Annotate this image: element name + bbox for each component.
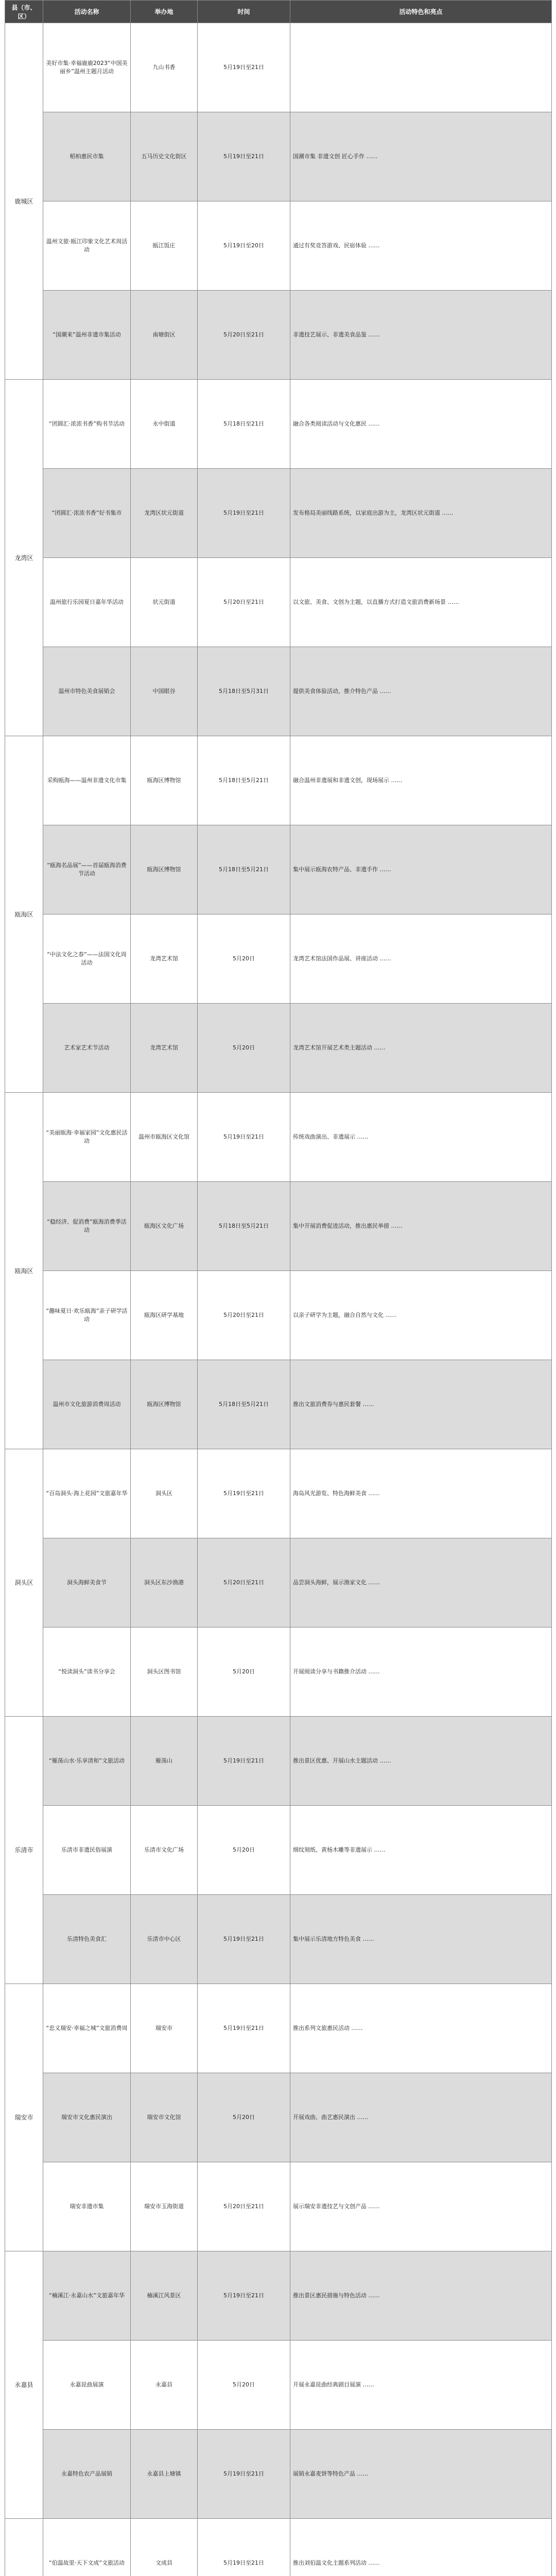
activity-name-cell: 温州市特色美食展销会 bbox=[43, 647, 131, 736]
activity-name-cell: “中法文化之春”——法国文化周活动 bbox=[43, 914, 131, 1004]
activity-name-cell: “雁荡山水·乐享清和”文旅活动 bbox=[43, 1717, 131, 1806]
time-cell: 5月20日至21日 bbox=[198, 291, 290, 380]
table-row bbox=[5, 2251, 552, 2341]
time-cell: 5月19日至21日 bbox=[198, 112, 290, 201]
time-cell: 5月18日至5月21日 bbox=[198, 1182, 290, 1271]
highlights-cell: 融合各类阅读活动与文化惠民 …… bbox=[290, 380, 552, 469]
venue-cell: 瓯海区博物馆 bbox=[131, 736, 198, 825]
table-row bbox=[5, 1984, 552, 2073]
header-highlights: 活动特色和亮点 bbox=[290, 1, 552, 23]
highlights-cell: 非遗技艺展示、非遗美食品鉴 …… bbox=[290, 291, 552, 380]
time-cell: 5月19日至21日 bbox=[198, 1717, 290, 1806]
time-cell: 5月18日至5月21日 bbox=[198, 736, 290, 825]
time-cell: 5月20日至21日 bbox=[198, 558, 290, 647]
venue-cell: 永中街道 bbox=[131, 380, 198, 469]
county-cell: 龙湾区 bbox=[5, 380, 43, 736]
time-cell: 5月20日 bbox=[198, 2073, 290, 2162]
highlights-cell: 开展阅读分享与书籍推介活动 …… bbox=[290, 1628, 552, 1717]
venue-cell: 瓯江饭庄 bbox=[131, 201, 198, 291]
time-cell: 5月19日至20日 bbox=[198, 201, 290, 291]
time-cell: 5月19日至21日 bbox=[198, 23, 290, 112]
activity-name-cell: “美丽瓯海·幸福家园”文化惠民活动 bbox=[43, 1093, 131, 1182]
venue-cell: 温州市瓯海区文化馆 bbox=[131, 1093, 198, 1182]
county-cell: 瓯海区 bbox=[5, 1093, 43, 1449]
venue-cell: 乐清市中心区 bbox=[131, 1895, 198, 1984]
activity-name-cell: 采购瓯海——温州非遗文化市集 bbox=[43, 736, 131, 825]
time-cell: 5月20日 bbox=[198, 2341, 290, 2430]
activity-name-cell: 乐清市非遗民俗展演 bbox=[43, 1806, 131, 1895]
header-county: 县（市、区） bbox=[5, 1, 43, 23]
activity-name-cell: “瓯海名品展”——首届瓯海消费节活动 bbox=[43, 825, 131, 914]
venue-cell: 瓯海区文化广场 bbox=[131, 1182, 198, 1271]
time-cell: 5月19日至21日 bbox=[198, 1895, 290, 1984]
venue-cell: 永嘉县上塘镇 bbox=[131, 2430, 198, 2519]
venue-cell: 乐清市文化广场 bbox=[131, 1806, 198, 1895]
activity-name-cell: “楠溪江·永嘉山水”文旅嘉年华 bbox=[43, 2251, 131, 2341]
time-cell: 5月19日至21日 bbox=[198, 469, 290, 558]
activity-name-cell: “国潮来”温州非遗市集活动 bbox=[43, 291, 131, 380]
table-row bbox=[5, 1093, 552, 1182]
table-row bbox=[5, 1806, 552, 1895]
highlights-cell: 推出刘伯温文化主题系列活动 …… bbox=[290, 2519, 552, 2576]
highlights-cell: 发布格局美丽线路系统，以家庭出游为主，龙湾区状元街道 …… bbox=[290, 469, 552, 558]
time-cell: 5月20日至21日 bbox=[198, 2162, 290, 2251]
venue-cell: 洞头区东沙渔港 bbox=[131, 1538, 198, 1628]
highlights-cell: 集中展示瓯海农特产品、非遗手作 …… bbox=[290, 825, 552, 914]
county-cell: 乐清市 bbox=[5, 1717, 43, 1984]
venue-cell: 九山书香 bbox=[131, 23, 198, 112]
header-venue: 举办地 bbox=[131, 1, 198, 23]
highlights-cell: 海岛风光游览、特色海鲜美食 …… bbox=[290, 1449, 552, 1538]
activity-name-cell: 稻柏惠民市集 bbox=[43, 112, 131, 201]
activity-name-cell: 瑞安非遗市集 bbox=[43, 2162, 131, 2251]
activity-name-cell: “伯温故里·天下文成”文旅活动 bbox=[43, 2519, 131, 2576]
activity-name-cell: 洞头海鲜美食节 bbox=[43, 1538, 131, 1628]
highlights-cell: 融合温州非遗展和非遗文创，现场展示 …… bbox=[290, 736, 552, 825]
activity-name-cell: 乐清特色美食汇 bbox=[43, 1895, 131, 1984]
venue-cell: 龙湾艺术馆 bbox=[131, 914, 198, 1004]
highlights-cell: 推出系列文旅惠民活动 …… bbox=[290, 1984, 552, 2073]
highlights-cell: 展销永嘉麦饼等特色产品 …… bbox=[290, 2430, 552, 2519]
venue-cell: 洞头区 bbox=[131, 1449, 198, 1538]
table-row bbox=[5, 1717, 552, 1806]
venue-cell: 永嘉县 bbox=[131, 2341, 198, 2430]
venue-cell: 瑞安市玉海街道 bbox=[131, 2162, 198, 2251]
time-cell: 5月19日至21日 bbox=[198, 2430, 290, 2519]
activity-name-cell: “稳经济、促消费”瓯海消费季活动 bbox=[43, 1182, 131, 1271]
highlights-cell: 细纹刻纸、黄杨木雕等非遗展示 …… bbox=[290, 1806, 552, 1895]
county-cell: 瑞安市 bbox=[5, 1984, 43, 2251]
table-row bbox=[5, 469, 552, 558]
activity-name-cell: 瑞安市文化惠民演出 bbox=[43, 2073, 131, 2162]
time-cell: 5月20日 bbox=[198, 1628, 290, 1717]
activity-table bbox=[5, 0, 552, 2576]
county-cell: 瓯海区 bbox=[5, 736, 43, 1093]
venue-cell: 瓯海区博物馆 bbox=[131, 1360, 198, 1449]
time-cell: 5月20日至21日 bbox=[198, 1271, 290, 1360]
highlights-cell: 集中开展消费促进活动，推出惠民举措 …… bbox=[290, 1182, 552, 1271]
county-cell: 鹿城区 bbox=[5, 23, 43, 380]
table-row bbox=[5, 2519, 552, 2576]
activity-name-cell: 美好市集·幸福鹿鹿2023“中国美丽乡”温州主题月活动 bbox=[43, 23, 131, 112]
activity-name-cell: 温州文旅·瓯江印象文化艺术周活动 bbox=[43, 201, 131, 291]
county-cell bbox=[5, 2519, 43, 2576]
table-row bbox=[5, 647, 552, 736]
table-row bbox=[5, 1449, 552, 1538]
venue-cell: 瑞安市文化馆 bbox=[131, 2073, 198, 2162]
venue-cell: 中国眼谷 bbox=[131, 647, 198, 736]
highlights-cell: 开展永嘉昆曲经典剧目展演 …… bbox=[290, 2341, 552, 2430]
highlights-cell: 龙湾艺术馆法国作品展、讲座活动 …… bbox=[290, 914, 552, 1004]
table-row bbox=[5, 558, 552, 647]
venue-cell: 文成县 bbox=[131, 2519, 198, 2576]
table-row bbox=[5, 2162, 552, 2251]
table-row bbox=[5, 112, 552, 201]
venue-cell: 龙湾艺术馆 bbox=[131, 1004, 198, 1093]
time-cell: 5月18日至5月21日 bbox=[198, 825, 290, 914]
table-row bbox=[5, 1182, 552, 1271]
venue-cell: 状元街道 bbox=[131, 558, 198, 647]
time-cell: 5月19日至21日 bbox=[198, 2519, 290, 2576]
venue-cell: 龙湾区状元街道 bbox=[131, 469, 198, 558]
time-cell: 5月20日至21日 bbox=[198, 1538, 290, 1628]
time-cell: 5月18日至5月21日 bbox=[198, 1360, 290, 1449]
table-row bbox=[5, 2430, 552, 2519]
highlights-cell: 传统戏曲演出、非遗展示 …… bbox=[290, 1093, 552, 1182]
activity-name-cell: “悦读洞头”读书分享会 bbox=[43, 1628, 131, 1717]
activity-name-cell: 温州旅行乐园夏日嘉年华活动 bbox=[43, 558, 131, 647]
activity-name-cell: “团圆汇·浓浓书香”好书集市 bbox=[43, 469, 131, 558]
time-cell: 5月19日至21日 bbox=[198, 1984, 290, 2073]
time-cell: 5月18日至21日 bbox=[198, 380, 290, 469]
highlights-cell: 推出景区惠民措施与特色活动 …… bbox=[290, 2251, 552, 2341]
activity-name-cell: 艺术家艺术节活动 bbox=[43, 1004, 131, 1093]
table-row bbox=[5, 1271, 552, 1360]
table-row bbox=[5, 291, 552, 380]
venue-cell: 瑞安市 bbox=[131, 1984, 198, 2073]
time-cell: 5月19日至21日 bbox=[198, 1449, 290, 1538]
table-row bbox=[5, 1360, 552, 1449]
highlights-cell bbox=[290, 23, 552, 112]
header-activity-name: 活动名称 bbox=[43, 1, 131, 23]
time-cell: 5月20日 bbox=[198, 1806, 290, 1895]
highlights-cell: 集中展示乐清地方特色美食 …… bbox=[290, 1895, 552, 1984]
time-cell: 5月19日至21日 bbox=[198, 2251, 290, 2341]
highlights-cell: 龙湾艺术馆开展艺术类主题活动 …… bbox=[290, 1004, 552, 1093]
table-row bbox=[5, 1538, 552, 1628]
activity-name-cell: “忠义瑞安·幸福之城”文旅消费周 bbox=[43, 1984, 131, 2073]
table-header-row bbox=[5, 1, 552, 23]
table-row bbox=[5, 1628, 552, 1717]
venue-cell: 洞头区图书馆 bbox=[131, 1628, 198, 1717]
table-body bbox=[5, 23, 552, 2576]
table-row bbox=[5, 2341, 552, 2430]
highlights-cell: 推出文旅消费券与惠民套餐 …… bbox=[290, 1360, 552, 1449]
time-cell: 5月20日 bbox=[198, 1004, 290, 1093]
highlights-cell: 提供美食体验活动，推介特色产品 …… bbox=[290, 647, 552, 736]
table-row bbox=[5, 380, 552, 469]
table-row bbox=[5, 1004, 552, 1093]
venue-cell: 雁荡山 bbox=[131, 1717, 198, 1806]
county-cell: 洞头区 bbox=[5, 1449, 43, 1717]
table-row bbox=[5, 825, 552, 914]
highlights-cell: 推出景区优惠、开展山水主题活动 …… bbox=[290, 1717, 552, 1806]
header-time: 时间 bbox=[198, 1, 290, 23]
highlights-cell: 品尝洞头海鲜，展示渔家文化 …… bbox=[290, 1538, 552, 1628]
venue-cell: 瓯海区研学基地 bbox=[131, 1271, 198, 1360]
highlights-cell: 国潮市集 非遗文创 匠心手作 …… bbox=[290, 112, 552, 201]
time-cell: 5月18日至5月31日 bbox=[198, 647, 290, 736]
activity-name-cell: 温州市文化旅游消费周活动 bbox=[43, 1360, 131, 1449]
highlights-cell: 通过有奖竞答游戏、民宿体验 …… bbox=[290, 201, 552, 291]
table-row bbox=[5, 736, 552, 825]
time-cell: 5月19日至21日 bbox=[198, 1093, 290, 1182]
table-row bbox=[5, 914, 552, 1004]
table-row bbox=[5, 23, 552, 112]
highlights-cell: 展示瑞安非遗技艺与文创产品 …… bbox=[290, 2162, 552, 2251]
activity-name-cell: “趣味夏日·欢乐瓯海”亲子研学活动 bbox=[43, 1271, 131, 1360]
venue-cell: 楠溪江风景区 bbox=[131, 2251, 198, 2341]
time-cell: 5月20日 bbox=[198, 914, 290, 1004]
table-row bbox=[5, 201, 552, 291]
venue-cell: 南塘街区 bbox=[131, 291, 198, 380]
activity-name-cell: 永嘉昆曲展演 bbox=[43, 2341, 131, 2430]
highlights-cell: 以亲子研学为主题，融合自然与文化 …… bbox=[290, 1271, 552, 1360]
venue-cell: 五马历史文化街区 bbox=[131, 112, 198, 201]
highlights-cell: 开展戏曲、曲艺惠民演出 …… bbox=[290, 2073, 552, 2162]
highlights-cell: 以文旅、美食、文创为主题，以直播方式打造文旅消费新场景 …… bbox=[290, 558, 552, 647]
activity-name-cell: “团圆汇·浓浓书香”购书节活动 bbox=[43, 380, 131, 469]
activity-name-cell: “百岛洞头·海上花园”文旅嘉年华 bbox=[43, 1449, 131, 1538]
table-row bbox=[5, 1895, 552, 1984]
activity-name-cell: 永嘉特色农产品展销 bbox=[43, 2430, 131, 2519]
county-cell: 永嘉县 bbox=[5, 2251, 43, 2519]
table-row bbox=[5, 2073, 552, 2162]
venue-cell: 瓯海区博物馆 bbox=[131, 825, 198, 914]
